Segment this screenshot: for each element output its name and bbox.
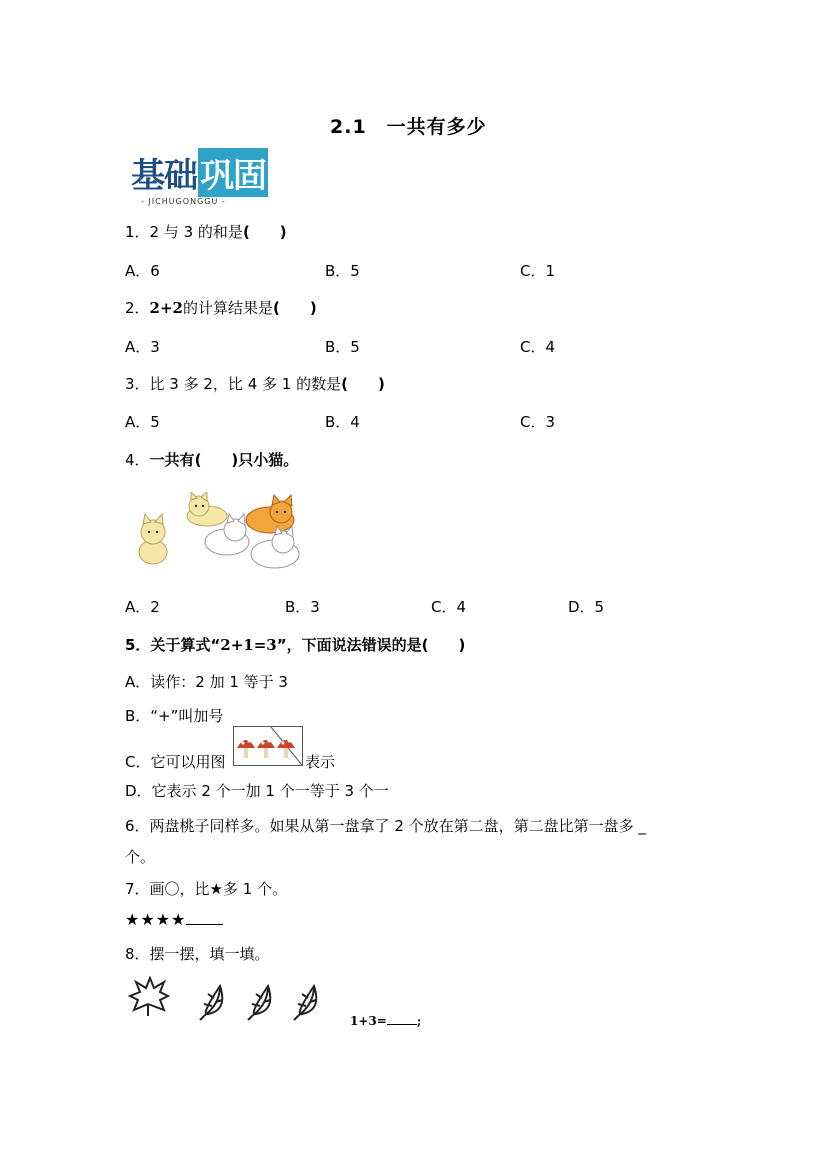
option-d: D．5	[568, 598, 605, 616]
answer-blank[interactable]	[186, 910, 223, 925]
option-b: B．5	[325, 338, 360, 356]
option-b: B．4	[325, 413, 360, 431]
option-a: A．6	[125, 262, 160, 280]
star-row: ★★★★	[125, 910, 187, 929]
cats-picture	[135, 492, 305, 574]
logo-text-primary: 基础	[131, 156, 197, 196]
section-logo	[131, 148, 268, 206]
question-7-answer-line	[125, 910, 223, 929]
option-b: B．3	[285, 598, 320, 616]
answer-paren: ( )	[341, 375, 385, 393]
answer-paren: ( )	[194, 451, 239, 469]
question-3	[125, 373, 385, 394]
question-4-stem-a: 一共有	[149, 451, 195, 469]
logo-subtitle: - JICHUGONGGU -	[141, 197, 226, 206]
page-title: 2.1 一共有多少	[330, 116, 487, 138]
option-c: C．4	[520, 338, 556, 356]
leaf-icon	[200, 986, 222, 1020]
question-5-stem-b: ”，下面说法错误的是	[276, 636, 422, 654]
option-c: C．1	[520, 262, 556, 280]
question-6-line-2: 个。	[125, 848, 156, 866]
option-c-suffix: 表示	[305, 753, 336, 771]
answer-paren: ( )	[421, 636, 466, 654]
option-c: C．4	[431, 598, 467, 616]
mushroom-picture	[233, 726, 303, 766]
option-c: C．3	[520, 413, 556, 431]
answer-paren: ( )	[242, 223, 287, 241]
option-b: B．“+”叫加号	[125, 707, 224, 725]
question-7: 7．画〇，比★多 1 个。	[125, 880, 288, 898]
question-3-stem: 3．比 3 多 2，比 4 多 1 的数是	[125, 375, 342, 393]
option-b: B．5	[325, 262, 360, 280]
question-number: 2．	[125, 299, 150, 317]
option-a: A．3	[125, 338, 160, 356]
option-a: A．2	[125, 598, 160, 616]
question-4-stem-b: 只小猫。	[238, 451, 299, 469]
cat-icon	[246, 495, 294, 533]
question-1	[125, 221, 287, 242]
cat-icon	[187, 492, 227, 526]
answer-blank[interactable]	[387, 1013, 417, 1025]
question-2-stem: 的计算结果是	[183, 299, 274, 317]
answer-paren: ( )	[273, 299, 317, 317]
maple-leaf-icon	[130, 978, 168, 1016]
question-1-stem: 1．2 与 3 的和是	[125, 223, 243, 241]
option-a: A．5	[125, 413, 160, 431]
leaf-icon	[248, 986, 270, 1020]
question-6-line-1: 6．两盘桃子同样多。如果从第一盘拿了 2 个放在第二盘，第二盘比第一盘多 _	[125, 817, 646, 835]
equation-end: ;	[416, 1014, 422, 1028]
option-d: D．它表示 2 个一加 1 个一等于 3 个一	[125, 782, 389, 800]
cat-icon	[139, 514, 167, 564]
option-c-prefix: C．它可以用图	[125, 753, 226, 771]
question-2	[125, 297, 317, 318]
leaves-picture	[128, 976, 353, 1021]
math-expression: 2+2	[149, 299, 183, 317]
option-a: A．读作：2 加 1 等于 3	[125, 673, 288, 691]
leaf-icon	[294, 986, 316, 1020]
question-5	[125, 634, 465, 655]
math-expression: 2+1=3	[220, 636, 277, 654]
question-number: 4．	[125, 451, 150, 469]
question-4	[125, 449, 298, 470]
question-8: 8．摆一摆，填一填。	[125, 945, 270, 963]
logo-text-highlight: 巩固	[198, 148, 268, 197]
question-8-equation	[350, 1013, 421, 1028]
math-expression: 1+3=	[350, 1014, 387, 1028]
question-5-stem-a: 5．关于算式“	[125, 636, 221, 654]
